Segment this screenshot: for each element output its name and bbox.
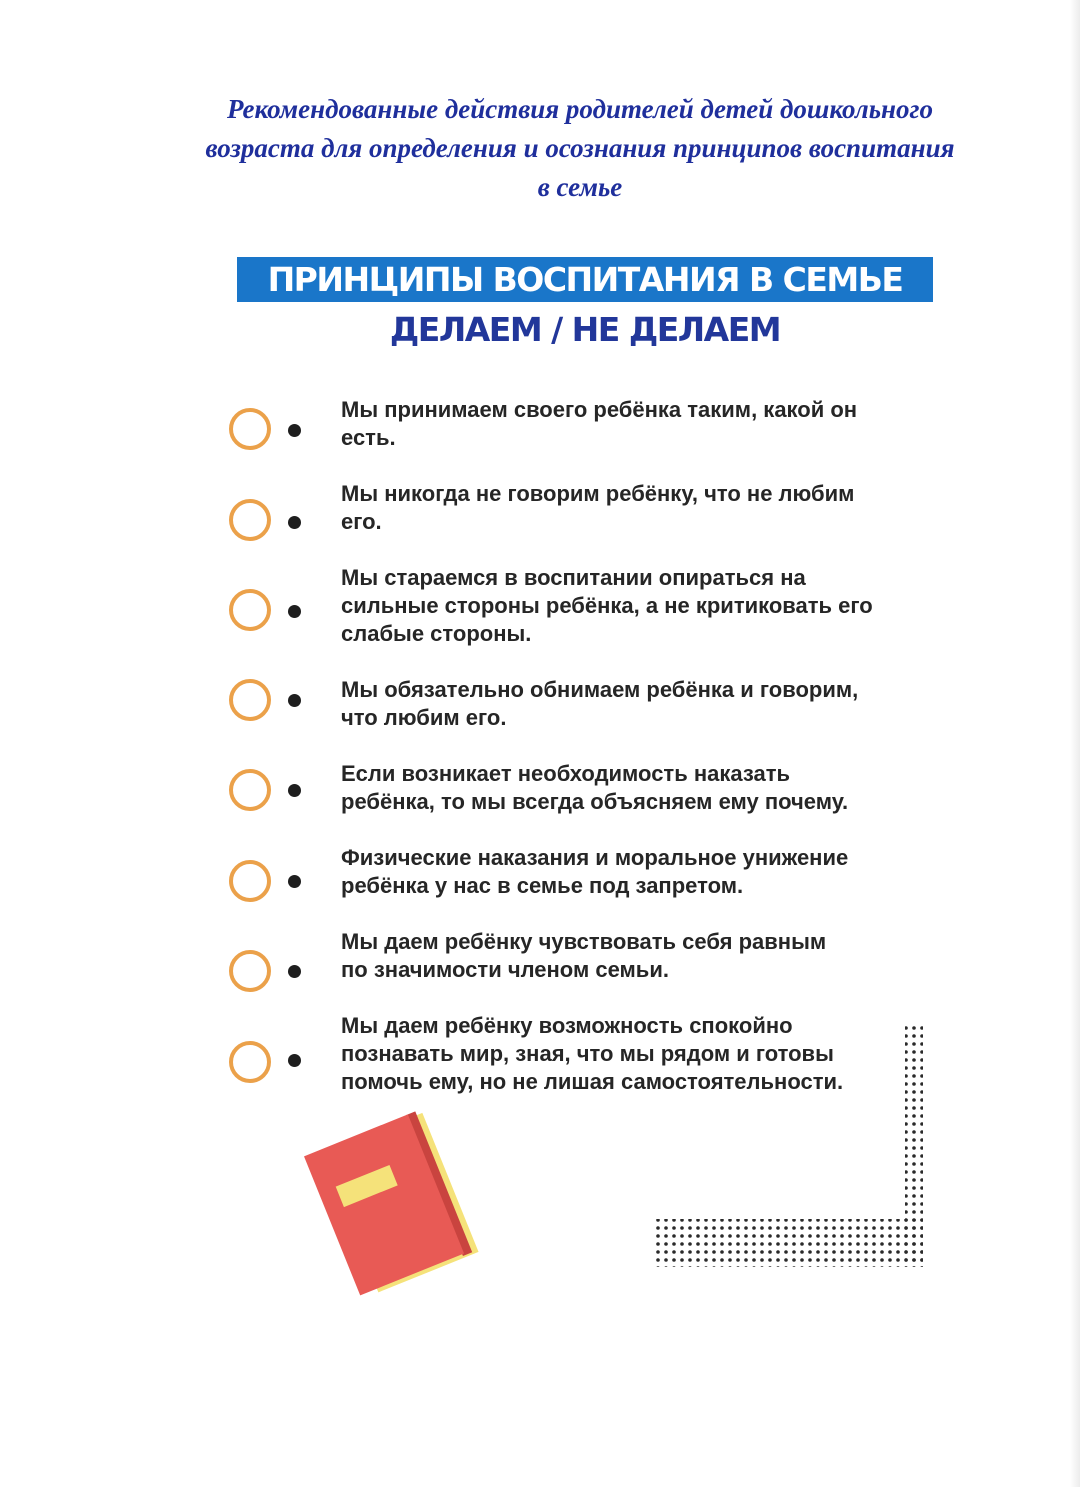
principle-text: Мы принимаем своего ребёнка таким, какой он есть. <box>341 397 858 450</box>
ring-icon <box>229 408 271 450</box>
bullet-dot-icon <box>288 965 301 978</box>
bullet-dot-icon <box>288 424 301 437</box>
banner-title: ПРИНЦИПЫ ВОСПИТАНИЯ В СЕМЬЕ <box>237 257 933 302</box>
principle-text: Мы даем ребёнку чувствовать себя равным по значимости членом семьи. <box>341 929 827 982</box>
ring-icon <box>229 1041 271 1083</box>
bullet-dot-icon <box>288 784 301 797</box>
principle-text: Физические наказания и моральное унижение ребёнка у нас в семье под запретом. <box>341 845 849 898</box>
intro-title-line-3: в семье <box>537 172 623 202</box>
intro-title <box>150 90 1010 207</box>
bullet-dot-icon <box>288 605 301 618</box>
ring-icon <box>229 679 271 721</box>
principle-text: Мы стараемся в воспитании опираться на сильные стороны ребёнка, а не критиковать его слабые стороны. <box>341 565 873 646</box>
principle-text: Мы обязательно обнимаем ребёнка и говорим, что любим его. <box>341 677 859 730</box>
bullet-dot-icon <box>288 875 301 888</box>
principle-text: Мы даем ребёнку возможность спокойно познавать мир, зная, что мы рядом и готовы помочь ему, но не лишая самостоятельности. <box>341 1013 844 1094</box>
ring-icon <box>229 589 271 631</box>
bullet-dot-icon <box>288 516 301 529</box>
bullet-dot-icon <box>288 1054 301 1067</box>
dotted-corner-decoration <box>655 1025 930 1270</box>
ring-icon <box>229 499 271 541</box>
ring-icon <box>229 860 271 902</box>
bullet-dot-icon <box>288 694 301 707</box>
principle-text: Мы никогда не говорим ребёнку, что не любим его. <box>341 481 855 534</box>
intro-title-line-1: Рекомендованные действия родителей детей дошкольного <box>227 94 933 124</box>
book-icon <box>300 1108 490 1308</box>
page-edge-shadow <box>1070 0 1080 1487</box>
ring-icon <box>229 950 271 992</box>
intro-title-line-2: возраста для определения и осознания принципов воспитания <box>205 133 955 163</box>
ring-icon <box>229 769 271 811</box>
banner-subtitle: ДЕЛАЕМ / НЕ ДЕЛАЕМ <box>389 310 781 349</box>
principle-text: Если возникает необходимость наказать ребёнка, то мы всегда объясняем ему почему. <box>341 761 849 814</box>
